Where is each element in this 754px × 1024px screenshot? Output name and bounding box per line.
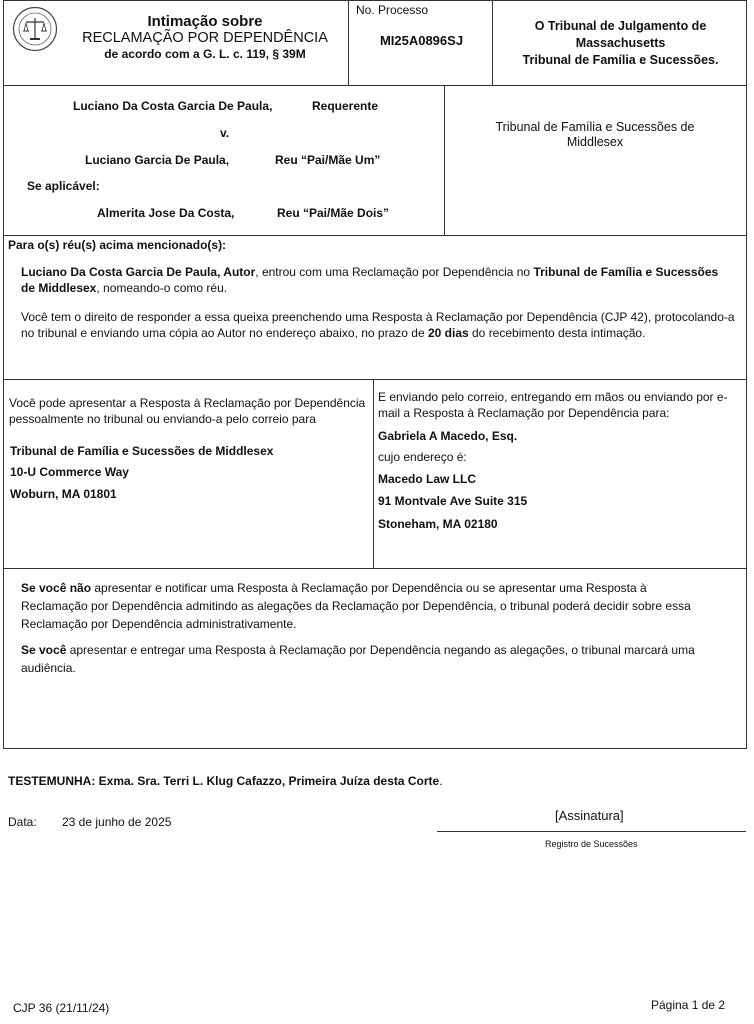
filing-divider xyxy=(373,380,374,568)
witness-line: TESTEMUNHA: Exma. Sra. Terri L. Klug Cafazzo, Primeira Juíza desta Corte. xyxy=(8,774,443,788)
court-line1: O Tribunal de Julgamento de xyxy=(534,19,707,33)
signature: [Assinatura] xyxy=(555,808,624,823)
register-title: Registro de Sucessões xyxy=(545,839,638,849)
case-number: MI25A0896SJ xyxy=(379,33,464,48)
address-label: cujo endereço é: xyxy=(378,450,467,464)
division-divider xyxy=(444,86,445,235)
form-title-line1: Intimação sobre xyxy=(147,13,263,30)
form-id: CJP 36 (21/11/24) xyxy=(13,1001,110,1015)
petitioner-name: Luciano Da Costa Garcia De Paula, xyxy=(73,99,273,113)
form-title-line2: RECLAMAÇÃO POR DEPENDÊNCIA xyxy=(82,30,328,46)
date-label: Data: xyxy=(8,815,37,829)
warning-section xyxy=(3,568,747,749)
response-deadline: 20 dias xyxy=(427,325,469,340)
respondent2-name: Almerita Jose Da Costa, xyxy=(97,206,235,220)
versus: v. xyxy=(220,126,230,140)
hearing-notice: Se você apresentar e entregar uma Resposta à Reclamação por Dependência negando as alegações, o tribunal marcará uma audiência. xyxy=(21,643,695,675)
filing-court-name: Tribunal de Família e Sucessões de Middlesex xyxy=(10,444,274,458)
salutation: Para o(s) réu(s) acima mencionado(s): xyxy=(8,238,227,252)
date-value: 23 de junho de 2025 xyxy=(62,815,172,829)
respondent2-role: Reu “Pai/Mãe Dois” xyxy=(277,206,390,220)
court-line3: Tribunal de Família e Sucessões. xyxy=(522,53,719,67)
petitioner-role: Requerente xyxy=(312,99,379,113)
filing-section xyxy=(3,379,747,569)
law-firm-city: Stoneham, MA 02180 xyxy=(378,517,498,531)
law-firm: Macedo Law LLC xyxy=(378,472,477,486)
respondent1-role: Reu “Pai/Mãe Um” xyxy=(275,153,381,167)
court-seal-icon xyxy=(12,6,58,52)
author-name: Luciano Da Costa Garcia De Paula, Autor xyxy=(21,265,256,279)
filing-court-city: Woburn, MA 01801 xyxy=(10,487,117,501)
court-line2: Massachusetts xyxy=(575,36,666,50)
page-number: Página 1 de 2 xyxy=(651,998,726,1012)
notice-section xyxy=(3,235,747,380)
filing-court-street: 10-U Commerce Way xyxy=(10,465,129,479)
notice-paragraph-1: Luciano Da Costa Garcia De Paula, Autor, entrou com uma Reclamação por Dependência no Tribunal de Família e Sucessões de Middlesex, nomeando-o como réu. xyxy=(21,265,719,295)
statute-reference: de acordo com a G. L. c. 119, § 39M xyxy=(104,47,306,61)
signature-line xyxy=(437,831,746,832)
case-number-label: No. Processo xyxy=(356,3,429,17)
parties-section xyxy=(3,85,747,236)
respondent1-name: Luciano Garcia De Paula, xyxy=(85,153,230,167)
service-instructions: E enviando pelo correio, entregando em mãos ou enviando por e-mail a Resposta à Reclamação por Dependência para: xyxy=(378,390,728,420)
court-name-cell xyxy=(492,0,747,86)
case-number-cell xyxy=(348,0,493,86)
attorney-name: Gabriela A Macedo, Esq. xyxy=(378,429,518,443)
header-title-cell xyxy=(3,0,349,86)
filing-instructions: Você pode apresentar a Resposta à Reclamação por Dependência pessoalmente no tribunal ou enviando-a pelo correio para xyxy=(9,396,366,426)
court-name-inline: Tribunal de Família e Sucessões de Middlesex xyxy=(21,265,719,295)
notice-paragraph-2: Você tem o direito de responder a essa queixa preenchendo uma Resposta à Reclamação por Dependência (CJP 42), protocolando-a no tribunal e enviando uma cópia ao Autor no endereço abaixo, no prazo de 20 dias do recebimento desta intimação. xyxy=(21,310,735,340)
if-applicable-label: Se aplicável: xyxy=(27,179,100,193)
law-firm-street: 91 Montvale Ave Suite 315 xyxy=(378,494,528,508)
default-warning: Se você não apresentar e notificar uma Resposta à Reclamação por Dependência ou se apresentar uma Resposta à Reclamação por Dependência admitindo as alegações da Reclamação por Dependência, o tribunal poderá decidir sobre essa Reclamação por Dependência administrativamente. xyxy=(21,581,691,631)
division-name: Tribunal de Família e Sucessões de Middlesex xyxy=(495,120,695,149)
